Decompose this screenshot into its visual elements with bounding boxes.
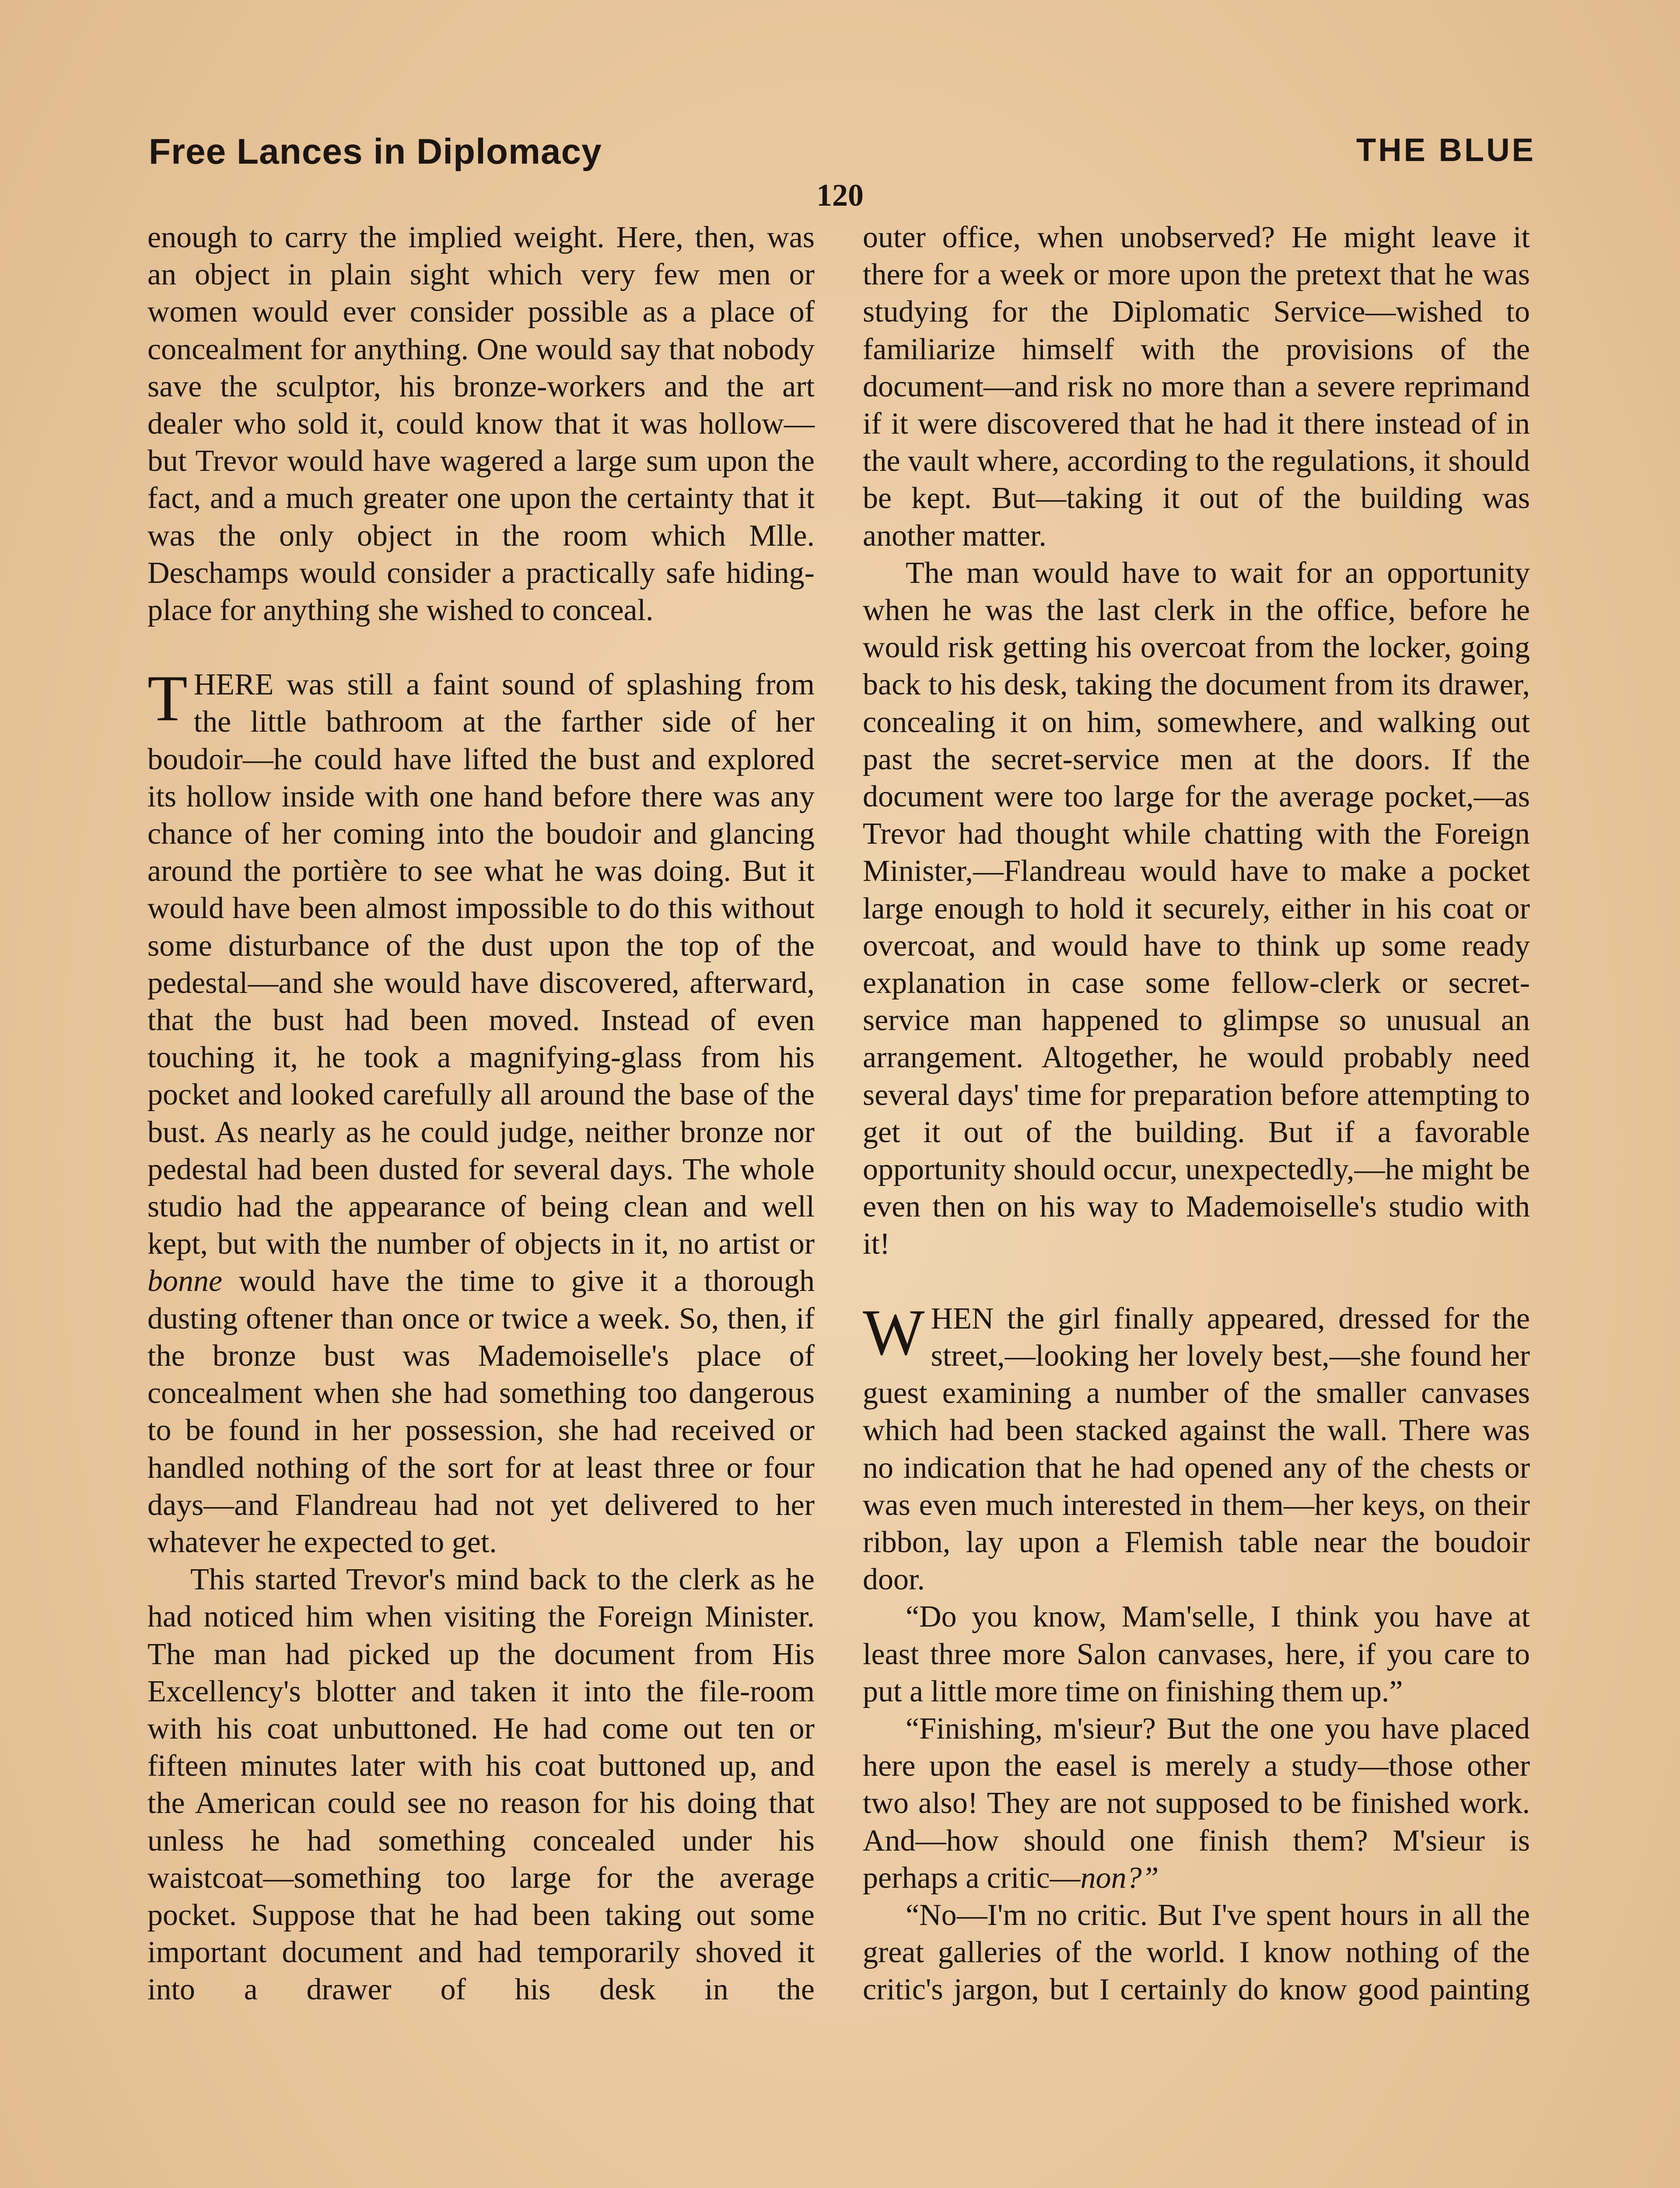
- paragraph: enough to carry the implied weight. Here, then, was an object in plain sight which very few men or women would ever consider possible as a place of concealment for anything. One would say that nobody save the sculptor, his bronze-workers and the art dealer who sold it, could know that it was hollow—but Trevor would have wagered a large sum upon the fact, and a much greater one upon the certainty that it was the only object in the room which Mlle. Deschamps would consider a practically safe hiding-place for anything she wished to conceal.: [147, 221, 815, 628]
- left-column: [147, 219, 815, 2009]
- running-title-left: Free Lances in Diplomacy: [149, 132, 602, 172]
- paragraph: The man would have to wait for an opportunity when he was the last clerk in the office, before he would risk getting his overcoat from the locker, going back to his desk, taking the document from its drawer, concealing it on him, somewhere, and walking out past the secret-service men at the doors. If the document were too large for the average pocket,—as Trevor had thought while chatting with the Foreign Minister,—Flandreau would have to make a pocket large enough to hold it securely, either in his coat or overcoat, and would have to think up some ready explanation in case some fellow-clerk or secret-service man happened to glimpse so unusual an arrangement. Altogether, he would probably need several days' time for preparation before attempting to get it out of the building. But if a favorable opportunity should occur, unexpectedly,—he might be even then on his way to Mademoiselle's studio with it!: [863, 556, 1530, 1261]
- paragraph: This started Trevor's mind back to the clerk as he had noticed him when visiting the Foreign Minister. The man had picked up the document from His Excellency's blotter and taken it into the file-room with his coat unbuttoned. He had come out ten or fifteen minutes later with his coat buttoned up, and the American could see no reason for his doing that unless he had something concealed under his waistcoat—something too large for the average pocket. Suppose that he had been taking out some important document and had temporarily shoved it into a drawer of his desk in the: [147, 1563, 815, 2007]
- paragraph-italic-end: [863, 1710, 1530, 1897]
- page-number: 120: [816, 178, 864, 213]
- italic-word: non?”: [1080, 1861, 1159, 1895]
- paragraph-text-end: would have the time to give it a thorough dusting oftener than once or twice a week. So, then, if the bronze bust was Mademoiselle's place of concealment when she had something too dangerous to be found in her possession, she had received or handled nothing of the sort for at least three or four days—and Flandreau had not yet delivered to her whatever he expected to get.: [147, 1264, 815, 1559]
- italic-word: bonne: [147, 1264, 223, 1298]
- paragraph: “No—I'm no critic. But I've spent hours in all the great galleries of the world. I know nothing of the critic's jargon, but I certainly do know good painting: [863, 1898, 1530, 2007]
- paragraph-dropcap: [147, 662, 815, 1561]
- paragraph: outer office, when unobserved? He might leave it there for a week or more upon the pretext that he was studying for the Diplomatic Service—wished to familiarize himself with the provisions of the document—and risk no more than a severe reprimand if it were discovered that he had it there instead of in the vault where, according to the regulations, it should be kept. But—taking it out of the building was another matter.: [863, 221, 1530, 553]
- running-title-right: THE BLUE: [1356, 132, 1536, 168]
- drop-cap: W: [863, 1296, 925, 1369]
- paragraph-text: HERE was still a faint sound of splashing from the little bathroom at the farther side of her boudoir—he could have lifted the bust and explored its hollow inside with one hand before there was any chance of her coming into the boudoir and glancing around the portière to see what he was doing. But it would have been almost impossible to do this without some disturbance of the dust upon the top of the pedestal—and she would have discovered, afterward, that the bust had been moved. Instead of even touching it, he took a magnifying-glass from his pocket and looked carefully all around the base of the bust. As nearly as he could judge, neither bronze nor pedestal had been dusted for several days. The whole studio had the appearance of being clean and well kept, but with the number of objects in it, no artist or: [147, 668, 815, 1261]
- paragraph: “Do you know, Mam'selle, I think you have at least three more Salon canvases, here, if you care to put a little more time on finishing them up.”: [863, 1600, 1530, 1708]
- paragraph-dropcap: [863, 1296, 1530, 1599]
- right-column: [863, 219, 1530, 2009]
- paragraph-text: HEN the girl finally appeared, dressed for the street,—looking her lovely best,—she found her guest examining a number of the smaller canvases which had been stacked against the wall. There was no indication that he had opened any of the chests or was even much interested in them—her keys, on their ribbon, lay upon a Flemish table near the boudoir door.: [863, 1301, 1530, 1597]
- paragraph-text: “Finishing, m'sieur? But the one you have placed here upon the easel is merely a study—those other two also! They are not supposed to be finished work. And—how should one finish them? M'sieur is perhaps a critic—: [863, 1711, 1530, 1895]
- drop-cap: T: [147, 662, 188, 735]
